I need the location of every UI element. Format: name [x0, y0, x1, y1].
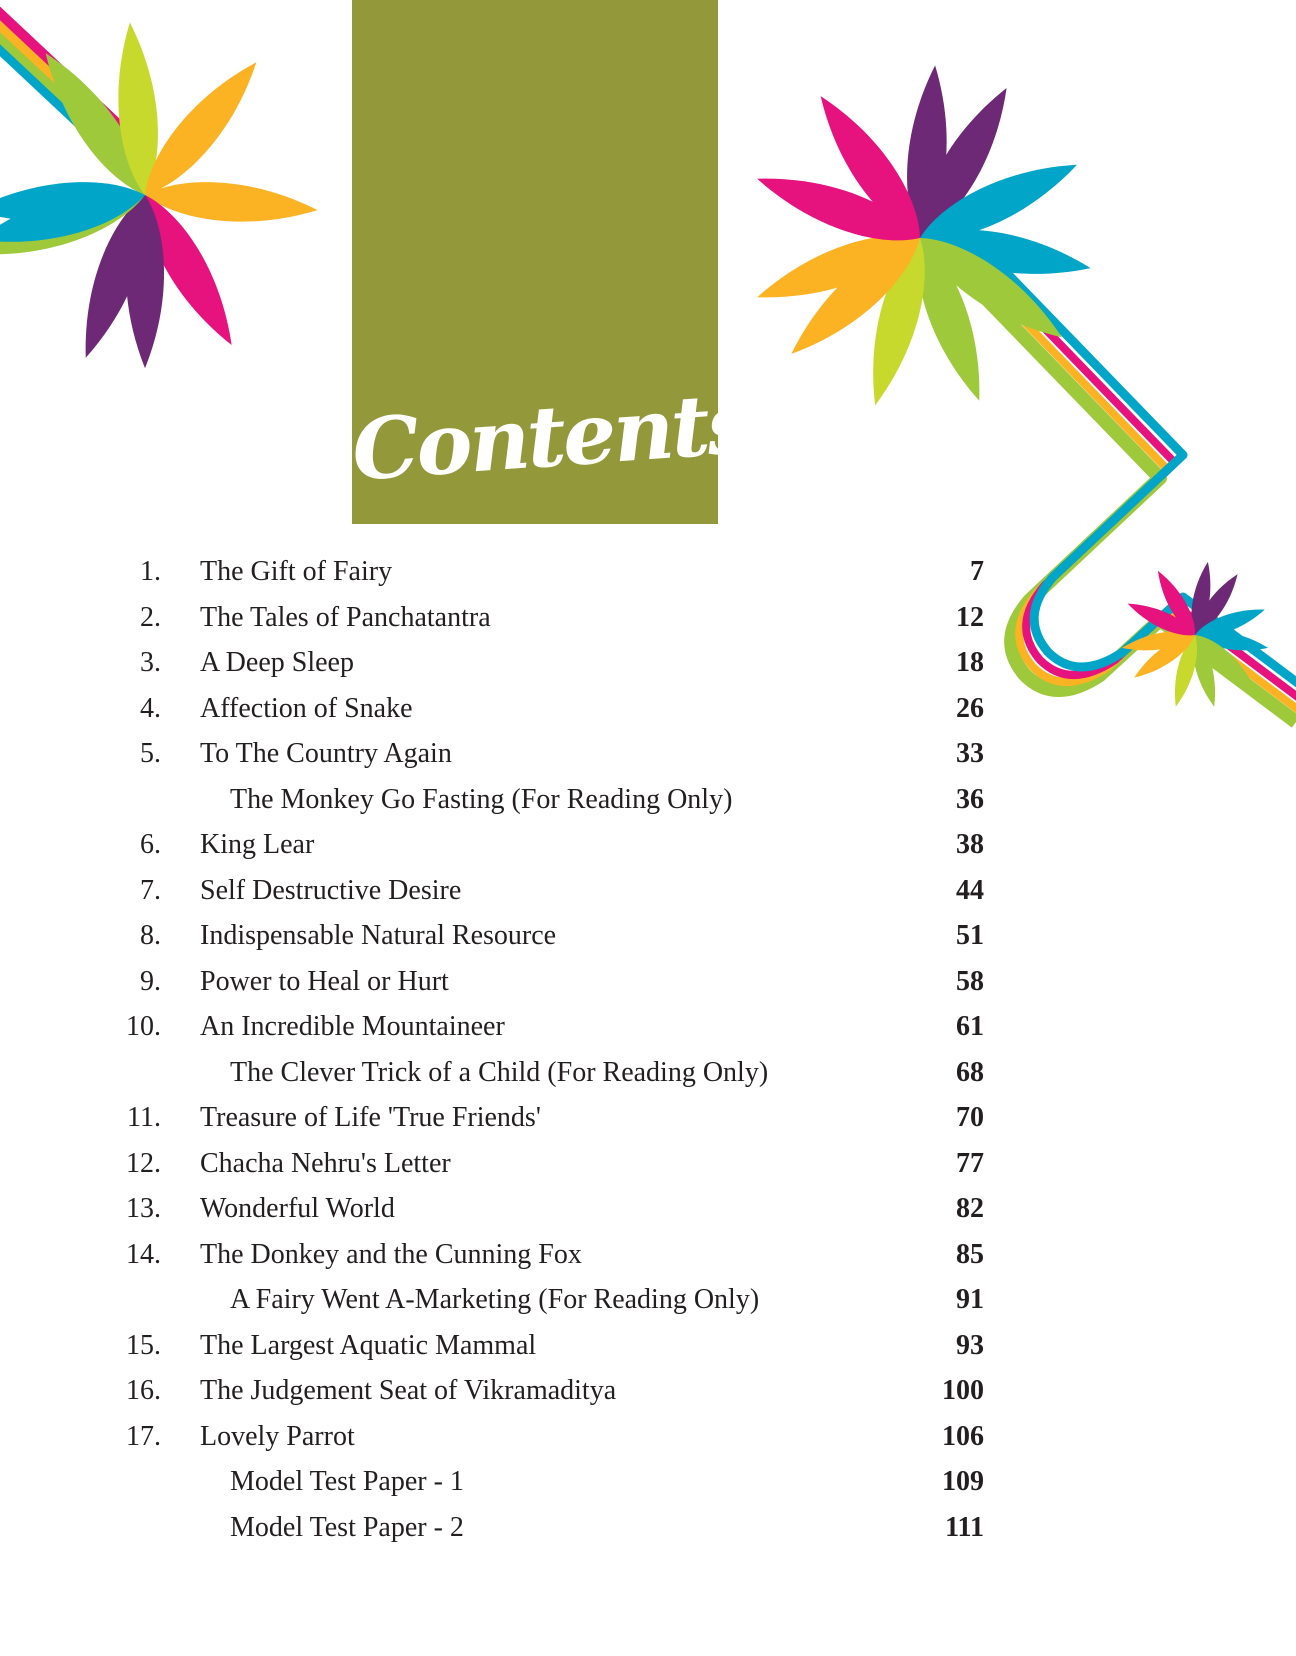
toc-entry-number: 5. — [140, 738, 161, 769]
toc-entry[interactable] — [0, 913, 1296, 959]
toc-entry-number: 15. — [126, 1329, 161, 1361]
toc-entry-title: King Lear — [200, 829, 315, 860]
toc-entry[interactable] — [0, 1323, 1296, 1369]
toc-entry-title: Wonderful World — [200, 1193, 395, 1224]
toc-entry-page-number: 33 — [956, 738, 984, 769]
toc-entry-title: Self Destructive Desire — [200, 874, 462, 906]
toc-entry-title: The Gift of Fairy — [200, 556, 393, 587]
toc-entry[interactable] — [0, 595, 1296, 641]
toc-entry-title: The Tales of Panchatantra — [200, 601, 491, 633]
toc-entry-number: 12. — [126, 1147, 161, 1179]
toc-entry-title: Indispensable Natural Resource — [200, 920, 557, 951]
title-panel — [348, 0, 755, 524]
toc-entry-page-number: 111 — [945, 1511, 984, 1543]
toc-entry-page-number: 100 — [942, 1375, 984, 1406]
toc-entry-number: 10. — [126, 1011, 161, 1042]
toc-entry-title: To The Country Again — [200, 738, 452, 769]
toc-entry-page-number: 44 — [956, 874, 984, 906]
toc-entry-page-number: 93 — [956, 1329, 984, 1361]
toc-entry-page-number: 36 — [956, 783, 984, 815]
toc-entry[interactable] — [0, 1186, 1296, 1232]
toc-entry[interactable] — [0, 1232, 1296, 1278]
toc-entry-title: A Fairy Went A-Marketing (For Reading Only) — [230, 1284, 760, 1315]
toc-entry-number: 7. — [140, 874, 161, 906]
toc-entry[interactable] — [0, 1505, 1296, 1551]
toc-entry-title: Model Test Paper - 1 — [230, 1466, 464, 1497]
toc-entry[interactable] — [0, 549, 1296, 595]
toc-entry-title: Chacha Nehru's Letter — [200, 1147, 451, 1179]
toc-entry-title: The Donkey and the Cunning Fox — [200, 1238, 582, 1270]
toc-entry[interactable] — [0, 1004, 1296, 1050]
toc-entry-number: 6. — [140, 829, 161, 860]
toc-entry-title: A Deep Sleep — [200, 647, 354, 678]
page-title: Contents — [348, 373, 755, 500]
toc-entry-page-number: 106 — [942, 1420, 984, 1452]
toc-entry[interactable] — [0, 686, 1296, 732]
toc-entry[interactable] — [0, 1095, 1296, 1141]
toc-entry-number: 8. — [140, 920, 161, 951]
toc-entry-number: 11. — [127, 1102, 161, 1133]
toc-entry-title: The Clever Trick of a Child (For Reading Only) — [230, 1056, 769, 1088]
toc-entry-page-number: 7 — [970, 556, 984, 587]
toc-entry-title: The Largest Aquatic Mammal — [200, 1329, 537, 1361]
toc-entry-number: 2. — [140, 601, 161, 633]
toc-entry[interactable] — [0, 868, 1296, 914]
toc-entry[interactable] — [0, 1414, 1296, 1460]
toc-entry-title: An Incredible Mountaineer — [200, 1011, 505, 1042]
toc-entry-page-number: 82 — [956, 1193, 984, 1224]
toc-entry-page-number: 61 — [956, 1011, 984, 1042]
toc-entry-number: 14. — [126, 1238, 161, 1270]
toc-entry-page-number: 12 — [956, 601, 984, 633]
toc-entry-page-number: 26 — [956, 692, 984, 724]
toc-entry-number: 16. — [126, 1375, 161, 1406]
toc-entry[interactable] — [0, 731, 1296, 777]
toc-entry[interactable] — [0, 777, 1296, 823]
toc-entry-number: 1. — [140, 556, 161, 587]
toc-entry-page-number: 109 — [942, 1466, 984, 1497]
toc-entry-page-number: 18 — [956, 647, 984, 678]
toc-entry-page-number: 58 — [956, 965, 984, 997]
toc-entry-page-number: 77 — [956, 1147, 984, 1179]
toc-entry-number: 17. — [126, 1420, 161, 1452]
toc-entry-page-number: 51 — [956, 920, 984, 951]
toc-entry[interactable] — [0, 640, 1296, 686]
toc-entry-title: Model Test Paper - 2 — [230, 1511, 464, 1543]
toc-entry-number: 13. — [126, 1193, 161, 1224]
toc-entry-page-number: 68 — [956, 1056, 984, 1088]
toc-entry-page-number: 85 — [956, 1238, 984, 1270]
toc-entry-number: 3. — [140, 647, 161, 678]
toc-entry[interactable] — [0, 1277, 1296, 1323]
toc-entry-title: Lovely Parrot — [200, 1420, 355, 1452]
toc-entry-title: The Monkey Go Fasting (For Reading Only) — [230, 783, 733, 815]
toc-entry-page-number: 91 — [956, 1284, 984, 1315]
toc-entry-number: 4. — [140, 692, 161, 724]
toc-entry-page-number: 38 — [956, 829, 984, 860]
toc-entry[interactable] — [0, 1459, 1296, 1505]
table-of-contents — [0, 549, 1296, 1550]
toc-entry-page-number: 70 — [956, 1102, 984, 1133]
toc-entry[interactable] — [0, 1050, 1296, 1096]
toc-entry[interactable] — [0, 1141, 1296, 1187]
toc-entry-title: The Judgement Seat of Vikramaditya — [200, 1375, 617, 1406]
toc-entry-title: Affection of Snake — [200, 692, 413, 724]
toc-entry[interactable] — [0, 822, 1296, 868]
toc-entry[interactable] — [0, 959, 1296, 1005]
toc-entry-title: Power to Heal or Hurt — [200, 965, 449, 997]
toc-entry-title: Treasure of Life 'True Friends' — [200, 1102, 541, 1133]
toc-entry[interactable] — [0, 1368, 1296, 1414]
toc-entry-number: 9. — [140, 965, 161, 997]
